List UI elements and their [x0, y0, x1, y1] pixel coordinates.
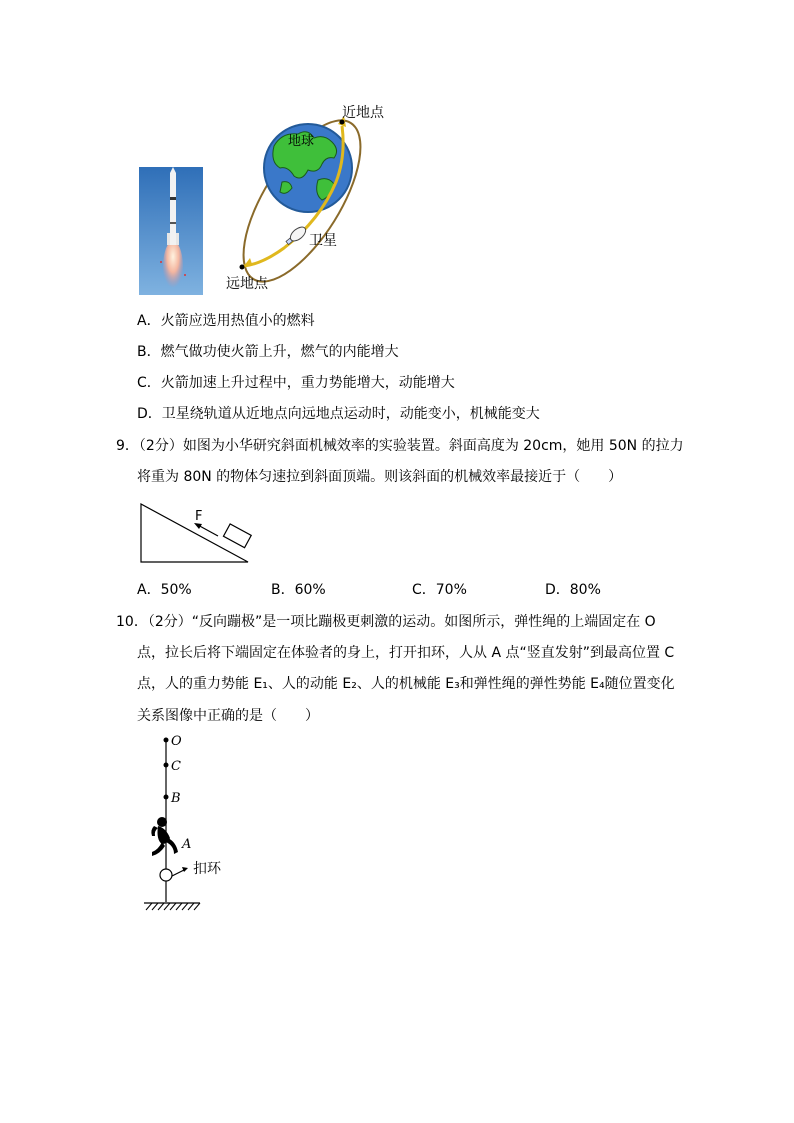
apogee-label: 远地点	[226, 276, 268, 292]
bungee-diagram	[140, 730, 250, 916]
rocket-photo	[139, 167, 203, 295]
buckle-ring	[160, 869, 172, 881]
q10-stem-line2: 点，拉长后将下端固定在体验者的身上，打开扣环，人从 A 点“竖直发射”到最高位置 C	[137, 645, 675, 661]
incline-diagram	[138, 500, 260, 566]
q10-stem-line3: 点，人的重力势能 E₁、人的动能 E₂、人的机械能 E₃和弹性绳的弹性势能 E₄随位置变化	[137, 676, 675, 692]
q9-option-d[interactable]: D．80%	[545, 582, 601, 598]
buckle-label: 扣环	[193, 861, 221, 877]
point-b-label: B	[171, 791, 181, 806]
q9-option-b[interactable]: B．60%	[271, 582, 326, 598]
q8-option-c[interactable]: C．火箭加速上升过程中，重力势能增大，动能增大	[137, 375, 455, 391]
perigee-label: 近地点	[342, 105, 384, 121]
q9-stem-line2: 将重为 80N 的物体匀速拉到斜面顶端。则该斜面的机械效率最接近于（ ）	[137, 469, 623, 485]
point-a-label: A	[182, 837, 192, 852]
earth-orbit-diagram	[222, 96, 392, 296]
block	[223, 524, 251, 548]
q8-option-d[interactable]: D．卫星绕轨道从近地点向远地点运动时，动能变小，机械能变大	[137, 406, 540, 422]
point-c-label: C	[171, 759, 181, 774]
q9-option-c[interactable]: C．70%	[412, 582, 467, 598]
point-o-label: O	[171, 734, 182, 749]
q10-stem-line4: 关系图像中正确的是（ ）	[137, 708, 319, 724]
satellite-label: 卫星	[309, 233, 337, 249]
q10-stem-line1: 10．（2分）“反向蹦极”是一项比蹦极更刺激的运动。如图所示，弹性绳的上端固定在 O	[116, 614, 656, 630]
person-figure	[151, 817, 178, 856]
q9-stem-line1: 9．（2分）如图为小华研究斜面机械效率的实验装置。斜面高度为 20cm，她用 50N 的拉力	[116, 438, 684, 454]
earth-label: 地球	[288, 134, 315, 149]
q9-option-a[interactable]: A．50%	[137, 582, 192, 598]
q8-option-a[interactable]: A．火箭应选用热值小的燃料	[137, 313, 315, 329]
force-label: F	[195, 509, 203, 524]
q8-option-b[interactable]: B．燃气做功使火箭上升，燃气的内能增大	[137, 344, 399, 360]
